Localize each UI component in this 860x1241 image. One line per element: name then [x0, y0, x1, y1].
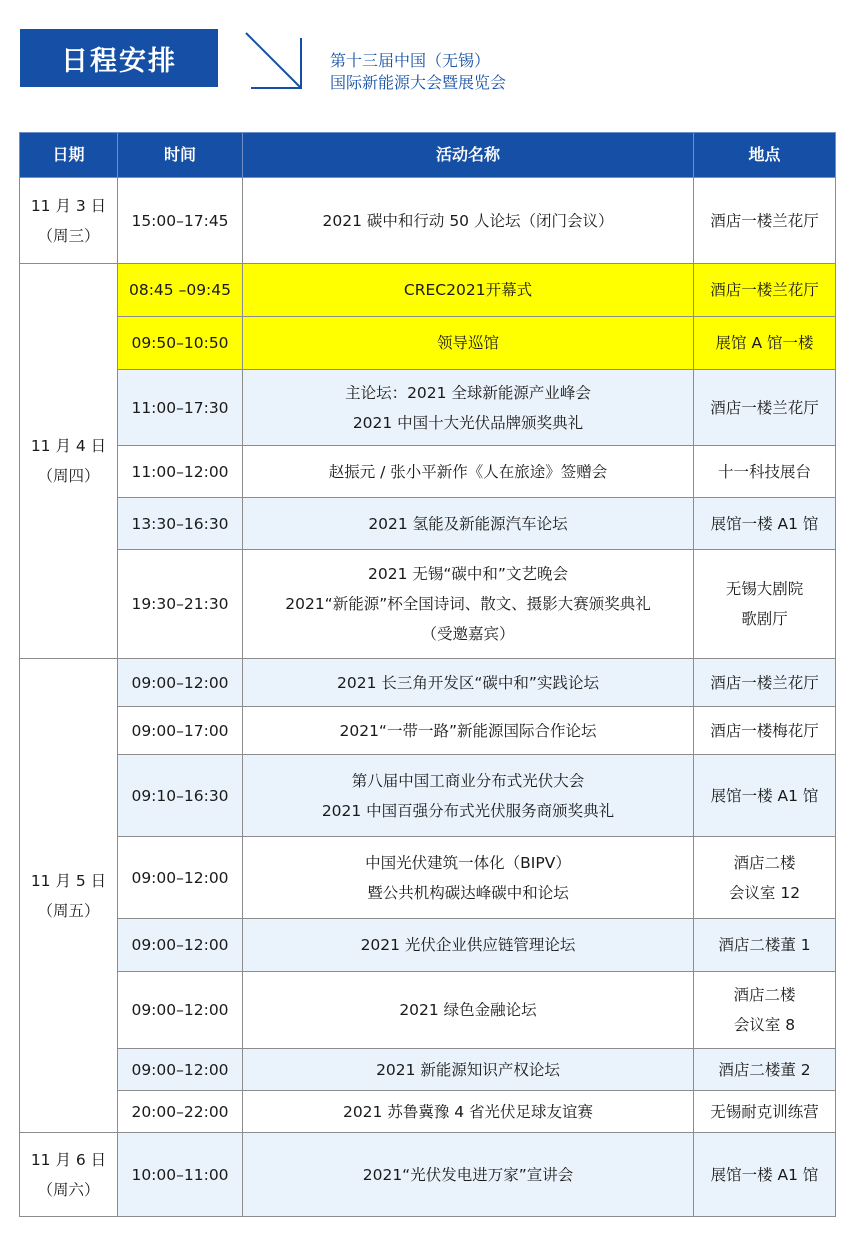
time-cell: 19:30–21:30: [118, 550, 243, 659]
place-line: 展馆一楼 A1 馆: [710, 786, 819, 805]
event-line: （受邀嘉宾）: [421, 625, 515, 643]
event-line: CREC2021开幕式: [403, 281, 533, 299]
time-cell: 09:00–12:00: [118, 972, 243, 1049]
table-row: [20, 755, 836, 837]
event-line: 领导巡馆: [436, 334, 499, 352]
table-row: [20, 972, 836, 1049]
place-cell: [694, 755, 836, 837]
place-cell: [694, 1049, 836, 1091]
event-cell: [243, 919, 694, 972]
event-line: 2021 无锡“碳中和”文艺晚会: [368, 565, 568, 583]
place-cell: [694, 837, 836, 919]
date-cell: [20, 1133, 118, 1217]
event-line: 暨公共机构碳达峰碳中和论坛: [367, 883, 569, 902]
event-cell: [243, 1133, 694, 1217]
weekday-label: （周三）: [37, 226, 100, 245]
column-header-date: 日期: [20, 133, 118, 178]
table-row: [20, 1133, 836, 1217]
table-row: [20, 317, 836, 370]
place-line: 酒店二楼董 1: [718, 936, 811, 954]
place-line: 酒店一楼梅花厅: [710, 721, 819, 740]
place-line: 酒店一楼兰花厅: [710, 281, 819, 299]
table-row: [20, 550, 836, 659]
event-line: 2021 光伏企业供应链管理论坛: [360, 936, 576, 954]
event-cell: [243, 317, 694, 370]
event-line: 赵振元 / 张小平新作《人在旅途》签赠会: [328, 462, 608, 481]
place-cell: [694, 370, 836, 446]
table-header-row: [20, 133, 836, 178]
time-cell: 15:00–17:45: [118, 178, 243, 264]
arrow-down-right-icon: [243, 30, 305, 92]
place-cell: [694, 659, 836, 707]
table-row: [20, 264, 836, 317]
place-line: 无锡耐克训练营: [710, 1102, 819, 1121]
event-line: 2021“一带一路”新能源国际合作论坛: [339, 721, 597, 740]
weekday-label: （周五）: [37, 901, 100, 920]
place-line: 酒店一楼兰花厅: [710, 673, 819, 692]
date-cell: [20, 659, 118, 1133]
place-cell: [694, 550, 836, 659]
time-cell: 09:00–17:00: [118, 707, 243, 755]
date-label: 11 月 5 日: [30, 871, 107, 890]
time-cell: 10:00–11:00: [118, 1133, 243, 1217]
event-line: 第八届中国工商业分布式光伏大会: [351, 771, 585, 790]
date-label: 11 月 6 日: [30, 1150, 107, 1169]
place-line: 酒店二楼董 2: [718, 1060, 811, 1079]
event-cell: [243, 1091, 694, 1133]
time-cell: 08:45 –09:45: [118, 264, 243, 317]
table-row: [20, 370, 836, 446]
place-line: 展馆一楼 A1 馆: [710, 514, 819, 533]
event-line: 中国光伏建筑一体化（BIPV）: [365, 853, 571, 872]
date-cell: [20, 178, 118, 264]
event-line: 2021 新能源知识产权论坛: [376, 1060, 560, 1079]
place-line: 无锡大剧院: [725, 580, 804, 598]
event-line: 2021 长三角开发区“碳中和”实践论坛: [337, 673, 599, 692]
event-cell: [243, 264, 694, 317]
event-subtitle: [330, 50, 506, 94]
subtitle-line-1: 第十三届中国（无锡）: [330, 51, 491, 70]
place-cell: [694, 498, 836, 550]
time-cell: 09:00–12:00: [118, 837, 243, 919]
place-cell: [694, 972, 836, 1049]
table-row: [20, 498, 836, 550]
time-cell: 13:30–16:30: [118, 498, 243, 550]
place-line: 酒店二楼: [733, 986, 796, 1004]
table-row: [20, 446, 836, 498]
time-cell: 11:00–12:00: [118, 446, 243, 498]
event-cell: [243, 707, 694, 755]
place-line: 会议室 8: [733, 1016, 796, 1034]
weekday-label: （周六）: [37, 1180, 100, 1199]
table-row: [20, 659, 836, 707]
event-cell: [243, 837, 694, 919]
event-line: 2021“新能源”杯全国诗词、散文、摄影大赛颁奖典礼: [285, 595, 651, 613]
event-line: 2021 苏鲁冀豫 4 省光伏足球友谊赛: [342, 1102, 594, 1121]
place-line: 十一科技展台: [717, 462, 811, 481]
place-line: 展馆一楼 A1 馆: [710, 1165, 819, 1184]
table-row: [20, 837, 836, 919]
event-line: 2021 碳中和行动 50 人论坛（闭门会议）: [322, 211, 614, 230]
event-line: 2021 绿色金融论坛: [399, 1001, 537, 1019]
place-line: 歌剧厅: [741, 610, 788, 628]
column-header-event: 活动名称: [243, 133, 694, 178]
weekday-label: （周四）: [37, 467, 100, 485]
table-row: [20, 1091, 836, 1133]
time-cell: 09:50–10:50: [118, 317, 243, 370]
column-header-place: 地点: [694, 133, 836, 178]
column-header-time: 时间: [118, 133, 243, 178]
place-line: 会议室 12: [728, 883, 801, 902]
table-row: [20, 178, 836, 264]
place-line: 酒店一楼兰花厅: [710, 211, 819, 230]
place-cell: [694, 178, 836, 264]
place-cell: [694, 446, 836, 498]
event-cell: [243, 498, 694, 550]
table-row: [20, 919, 836, 972]
event-cell: [243, 755, 694, 837]
date-label: 11 月 3 日: [30, 196, 107, 215]
event-line: 2021“光伏发电进万家”宣讲会: [362, 1165, 574, 1184]
place-cell: [694, 1133, 836, 1217]
place-line: 酒店一楼兰花厅: [710, 398, 819, 417]
subtitle-line-2: 国际新能源大会暨展览会: [330, 73, 507, 92]
schedule-table: [19, 132, 836, 1217]
place-line: 酒店二楼: [733, 853, 796, 872]
place-cell: [694, 707, 836, 755]
time-cell: 09:00–12:00: [118, 1049, 243, 1091]
event-cell: [243, 550, 694, 659]
date-cell: [20, 264, 118, 659]
event-cell: [243, 659, 694, 707]
place-cell: [694, 317, 836, 370]
event-cell: [243, 972, 694, 1049]
page-title: 日程安排: [20, 29, 218, 87]
time-cell: 11:00–17:30: [118, 370, 243, 446]
time-cell: 09:00–12:00: [118, 919, 243, 972]
event-cell: [243, 1049, 694, 1091]
time-cell: 09:00–12:00: [118, 659, 243, 707]
place-line: 展馆 A 馆一楼: [715, 334, 814, 352]
place-cell: [694, 1091, 836, 1133]
time-cell: 20:00–22:00: [118, 1091, 243, 1133]
event-line: 主论坛：2021 全球新能源产业峰会: [345, 383, 591, 402]
event-line: 2021 中国百强分布式光伏服务商颁奖典礼: [321, 801, 615, 820]
event-cell: [243, 446, 694, 498]
event-line: 2021 氢能及新能源汽车论坛: [368, 514, 568, 533]
place-cell: [694, 264, 836, 317]
place-cell: [694, 919, 836, 972]
date-label: 11 月 4 日: [30, 437, 107, 455]
time-cell: 09:10–16:30: [118, 755, 243, 837]
event-line: 2021 中国十大光伏品牌颁奖典礼: [352, 413, 584, 432]
table-row: [20, 707, 836, 755]
event-cell: [243, 370, 694, 446]
table-row: [20, 1049, 836, 1091]
event-cell: [243, 178, 694, 264]
